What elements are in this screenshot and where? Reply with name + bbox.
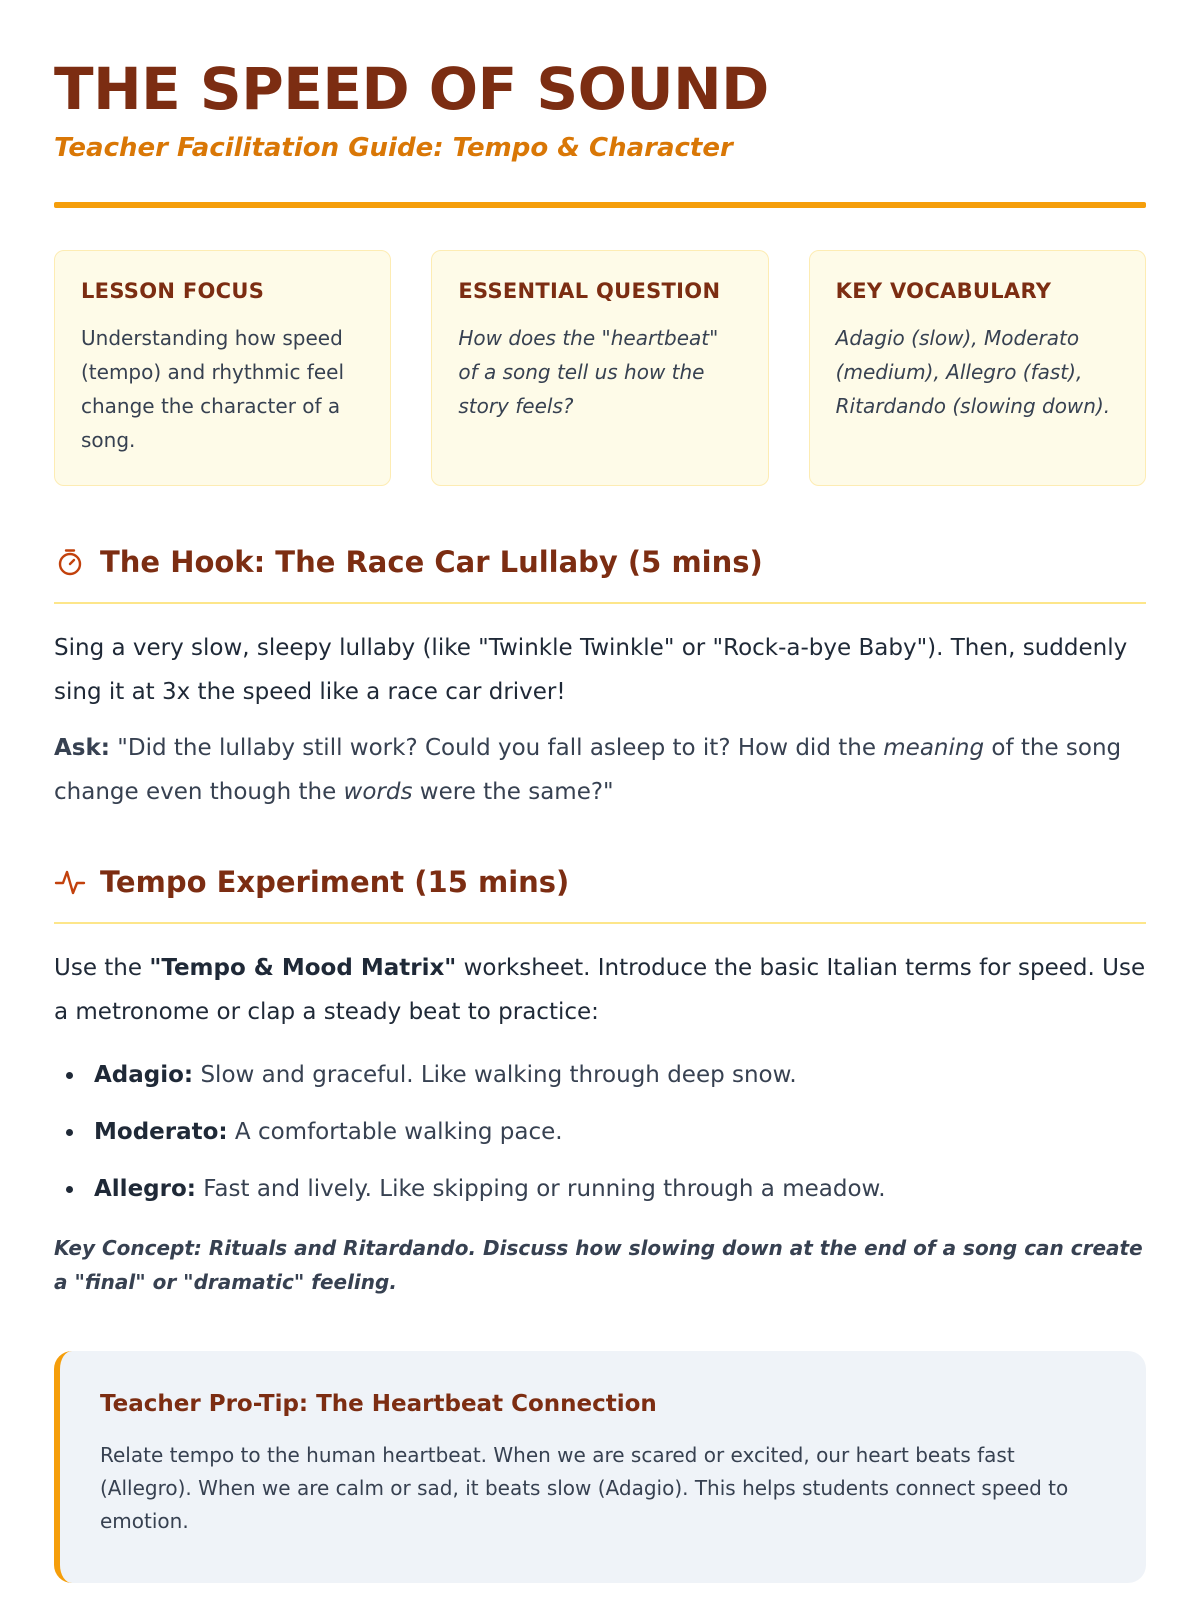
- term-label: Allegro:: [94, 1176, 196, 1202]
- term-label: Moderato:: [94, 1119, 228, 1145]
- card-title: LESSON FOCUS: [81, 279, 265, 303]
- intro-text: Use the: [54, 955, 150, 981]
- term-description: Fast and lively. Like skipping or running through a meadow.: [195, 1176, 886, 1202]
- summary-cards: [54, 250, 1146, 486]
- essential-question-card: [431, 250, 768, 486]
- title-divider: [54, 202, 1146, 208]
- card-body: Understanding how speed (tempo) and rhythmic feel change the character of a song.: [81, 326, 345, 452]
- ask-text: "Did the lullaby still work? Could you fall asleep to it? How did the: [109, 735, 884, 761]
- ask-label: Ask:: [54, 735, 110, 761]
- hook-section-header: [54, 542, 1146, 582]
- list-item: [54, 1174, 1146, 1204]
- hook-ask-paragraph: [54, 726, 1146, 814]
- lesson-focus-card: [54, 250, 391, 486]
- ask-emphasis-meaning: meaning: [883, 735, 985, 761]
- card-body: How does the "heartbeat" of a song tell us how the story feels?: [458, 326, 719, 418]
- list-item: [54, 1060, 1146, 1090]
- worksheet-name: "Tempo & Mood Matrix": [149, 955, 457, 981]
- section-divider: [54, 922, 1146, 924]
- key-concept-note: Key Concept: Rituals and Ritardando. Discuss how slowing down at the end of a song can create a "final" or "dramatic" feeling.: [54, 1236, 1143, 1294]
- term-label: Adagio:: [94, 1062, 194, 1088]
- experiment-title: Tempo Experiment (15 mins): [100, 865, 570, 899]
- ask-text: were the same?": [412, 779, 614, 805]
- card-title: KEY VOCABULARY: [835, 279, 1052, 303]
- ask-text: of the song change even though the: [54, 735, 1122, 805]
- card-body: Adagio (slow), Moderato (medium), Allegro (fast), Ritardando (slowing down).: [835, 326, 1111, 418]
- experiment-intro: [54, 946, 1146, 1034]
- section-divider: [54, 602, 1146, 604]
- pro-tip-callout: [54, 1351, 1146, 1583]
- term-description: A comfortable walking pace.: [227, 1119, 563, 1145]
- list-item: [54, 1117, 1146, 1147]
- pulse-icon: [54, 866, 86, 898]
- tip-title: Teacher Pro-Tip: The Heartbeat Connection: [100, 1391, 657, 1417]
- key-vocabulary-card: [809, 250, 1146, 486]
- page-subtitle: Teacher Facilitation Guide: Tempo & Character: [54, 133, 733, 163]
- tip-body: Relate tempo to the human heartbeat. When we are scared or excited, our heart beats fast (Allegro). When we are calm or sad, it beats slow (Adagio). This helps students connect speed to emotion.: [100, 1443, 1069, 1533]
- hook-title: The Hook: The Race Car Lullaby (5 mins): [100, 545, 763, 579]
- stopwatch-icon: [54, 546, 86, 578]
- tempo-terms-list: [54, 1060, 1146, 1204]
- experiment-section-header: [54, 862, 1146, 902]
- card-title: ESSENTIAL QUESTION: [458, 279, 721, 303]
- page-title: THE SPEED OF SOUND: [54, 55, 769, 123]
- term-description: Slow and graceful. Like walking through deep snow.: [193, 1062, 797, 1088]
- hook-paragraph: Sing a very slow, sleepy lullaby (like "Twinkle Twinkle" or "Rock-a-bye Baby"). Then, suddenly sing it at 3x the speed like a race car driver!: [54, 635, 1128, 705]
- ask-emphasis-words: words: [343, 779, 413, 805]
- intro-text: worksheet. Introduce the basic Italian terms for speed. Use a metronome or clap a steady beat to practice:: [54, 955, 1146, 1025]
